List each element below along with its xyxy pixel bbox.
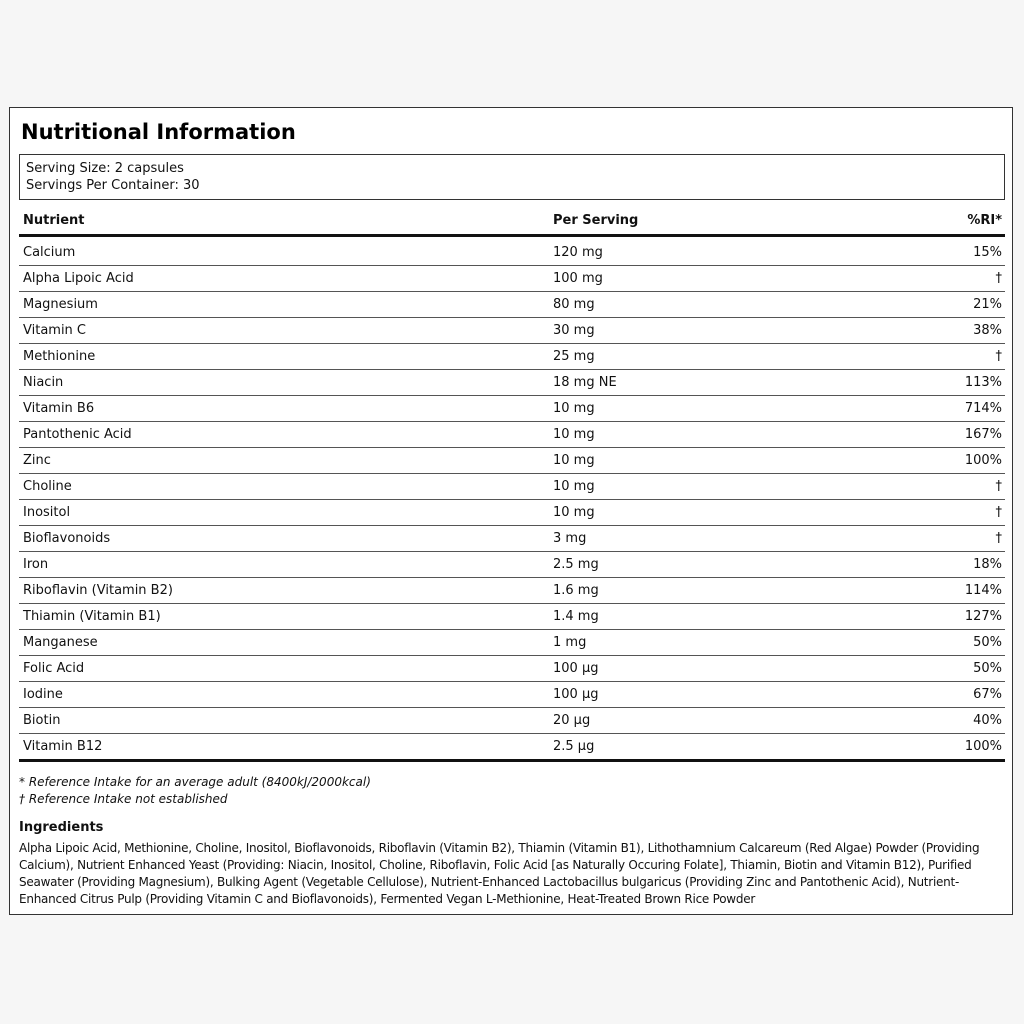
header-per-serving: Per Serving [553, 213, 639, 228]
ri-value: 114% [964, 583, 1002, 598]
nutrient-name: Niacin [23, 375, 64, 390]
per-serving-value: 100 µg [553, 661, 599, 676]
nutrient-name: Thiamin (Vitamin B1) [23, 609, 161, 624]
nutrient-name: Iron [23, 557, 49, 572]
table-row [19, 240, 1005, 266]
nutrient-name: Vitamin B12 [23, 739, 103, 754]
ingredients-heading: Ingredients [19, 820, 104, 835]
header-nutrient: Nutrient [23, 213, 85, 228]
per-serving-value: 3 mg [553, 531, 587, 546]
ri-value: 50% [973, 661, 1002, 676]
per-serving-value: 10 mg [553, 479, 595, 494]
nutrient-name: Bioflavonoids [23, 531, 111, 546]
table-row [19, 318, 1005, 344]
nutrient-name: Methionine [23, 349, 96, 364]
table-body [19, 240, 1005, 762]
table-row [19, 448, 1005, 474]
ri-value: 113% [964, 375, 1002, 390]
table-row [19, 292, 1005, 318]
servings-per-container: Servings Per Container: 30 [26, 178, 200, 193]
ri-value: 100% [964, 739, 1002, 754]
nutrient-name: Vitamin B6 [23, 401, 95, 416]
nutrient-name: Inositol [23, 505, 71, 520]
per-serving-value: 100 µg [553, 687, 599, 702]
nutrient-name: Manganese [23, 635, 98, 650]
nutrient-name: Alpha Lipoic Acid [23, 271, 134, 286]
header-ri: %RI* [967, 213, 1002, 228]
nutrient-name: Folic Acid [23, 661, 85, 676]
table-row [19, 474, 1005, 500]
serving-size: Serving Size: 2 capsules [26, 161, 184, 176]
nutrient-name: Magnesium [23, 297, 98, 312]
ri-value: † [995, 349, 1002, 364]
table-row [19, 526, 1005, 552]
ri-value: 714% [964, 401, 1002, 416]
ri-value: 167% [964, 427, 1002, 442]
ri-value: 15% [973, 245, 1002, 260]
table-row [19, 578, 1005, 604]
ri-value: † [995, 505, 1002, 520]
ri-value: † [995, 531, 1002, 546]
per-serving-value: 2.5 µg [553, 739, 595, 754]
nutrient-name: Biotin [23, 713, 61, 728]
per-serving-value: 30 mg [553, 323, 595, 338]
nutrient-name: Iodine [23, 687, 63, 702]
per-serving-value: 20 µg [553, 713, 591, 728]
ri-value: 67% [973, 687, 1002, 702]
per-serving-value: 18 mg NE [553, 375, 617, 390]
per-serving-value: 25 mg [553, 349, 595, 364]
per-serving-value: 2.5 mg [553, 557, 599, 572]
nutrient-name: Pantothenic Acid [23, 427, 132, 442]
table-row [19, 734, 1005, 762]
per-serving-value: 100 mg [553, 271, 603, 286]
footnote-not-established: † Reference Intake not established [19, 792, 228, 806]
nutrient-name: Zinc [23, 453, 51, 468]
per-serving-value: 10 mg [553, 505, 595, 520]
ri-value: † [995, 479, 1002, 494]
per-serving-value: 1.4 mg [553, 609, 599, 624]
table-row [19, 708, 1005, 734]
ingredients-text: Alpha Lipoic Acid, Methionine, Choline, Inositol, Bioflavonoids, Riboflavin (Vitamin B2), Thiamin (Vitamin B1), Lithothamnium Calcareum (Red Algae) Powder (Providing Calcium), Nutrient Enhanced Yeast (Providing: Niacin, Inositol, Choline, Riboflavin, Folic Acid [as Naturally Occuring Folate], Thiamin, Biotin and Vitamin B12), Purified Seawater (Providing Magnesium), Bulking Agent (Vegetable Cellulose), Nutrient-Enhanced Lactobacillus bulgaricus (Providing Zinc and Pantothenic Acid), Nutrient-Enhanced Citrus Pulp (Providing Vitamin C and Bioflavonoids), Fermented Vegan L-Methionine, Heat-Treated Brown Rice Powder [19, 841, 980, 906]
ri-value: 18% [973, 557, 1002, 572]
ri-value: 21% [973, 297, 1002, 312]
nutrition-panel [9, 107, 1013, 915]
page-title: Nutritional Information [21, 120, 296, 144]
footnotes [19, 774, 371, 808]
table-header-row [19, 207, 1005, 237]
per-serving-value: 1.6 mg [553, 583, 599, 598]
ri-value: 38% [973, 323, 1002, 338]
ri-value: † [995, 271, 1002, 286]
nutrient-table [19, 207, 1005, 762]
per-serving-value: 80 mg [553, 297, 595, 312]
table-row [19, 370, 1005, 396]
ri-value: 40% [973, 713, 1002, 728]
nutrient-name: Calcium [23, 245, 76, 260]
serving-info-box [19, 154, 1005, 200]
table-row [19, 422, 1005, 448]
table-row [19, 344, 1005, 370]
per-serving-value: 10 mg [553, 427, 595, 442]
table-row [19, 500, 1005, 526]
nutrient-name: Choline [23, 479, 72, 494]
table-row [19, 682, 1005, 708]
table-row [19, 630, 1005, 656]
nutrient-name: Vitamin C [23, 323, 87, 338]
per-serving-value: 120 mg [553, 245, 603, 260]
per-serving-value: 10 mg [553, 401, 595, 416]
table-row [19, 604, 1005, 630]
table-row [19, 396, 1005, 422]
ri-value: 127% [964, 609, 1002, 624]
per-serving-value: 1 mg [553, 635, 587, 650]
ri-value: 100% [964, 453, 1002, 468]
ri-value: 50% [973, 635, 1002, 650]
per-serving-value: 10 mg [553, 453, 595, 468]
table-row [19, 266, 1005, 292]
table-row [19, 656, 1005, 682]
footnote-reference-intake: * Reference Intake for an average adult (8400kJ/2000kcal) [19, 775, 371, 789]
nutrient-name: Riboflavin (Vitamin B2) [23, 583, 173, 598]
table-row [19, 552, 1005, 578]
